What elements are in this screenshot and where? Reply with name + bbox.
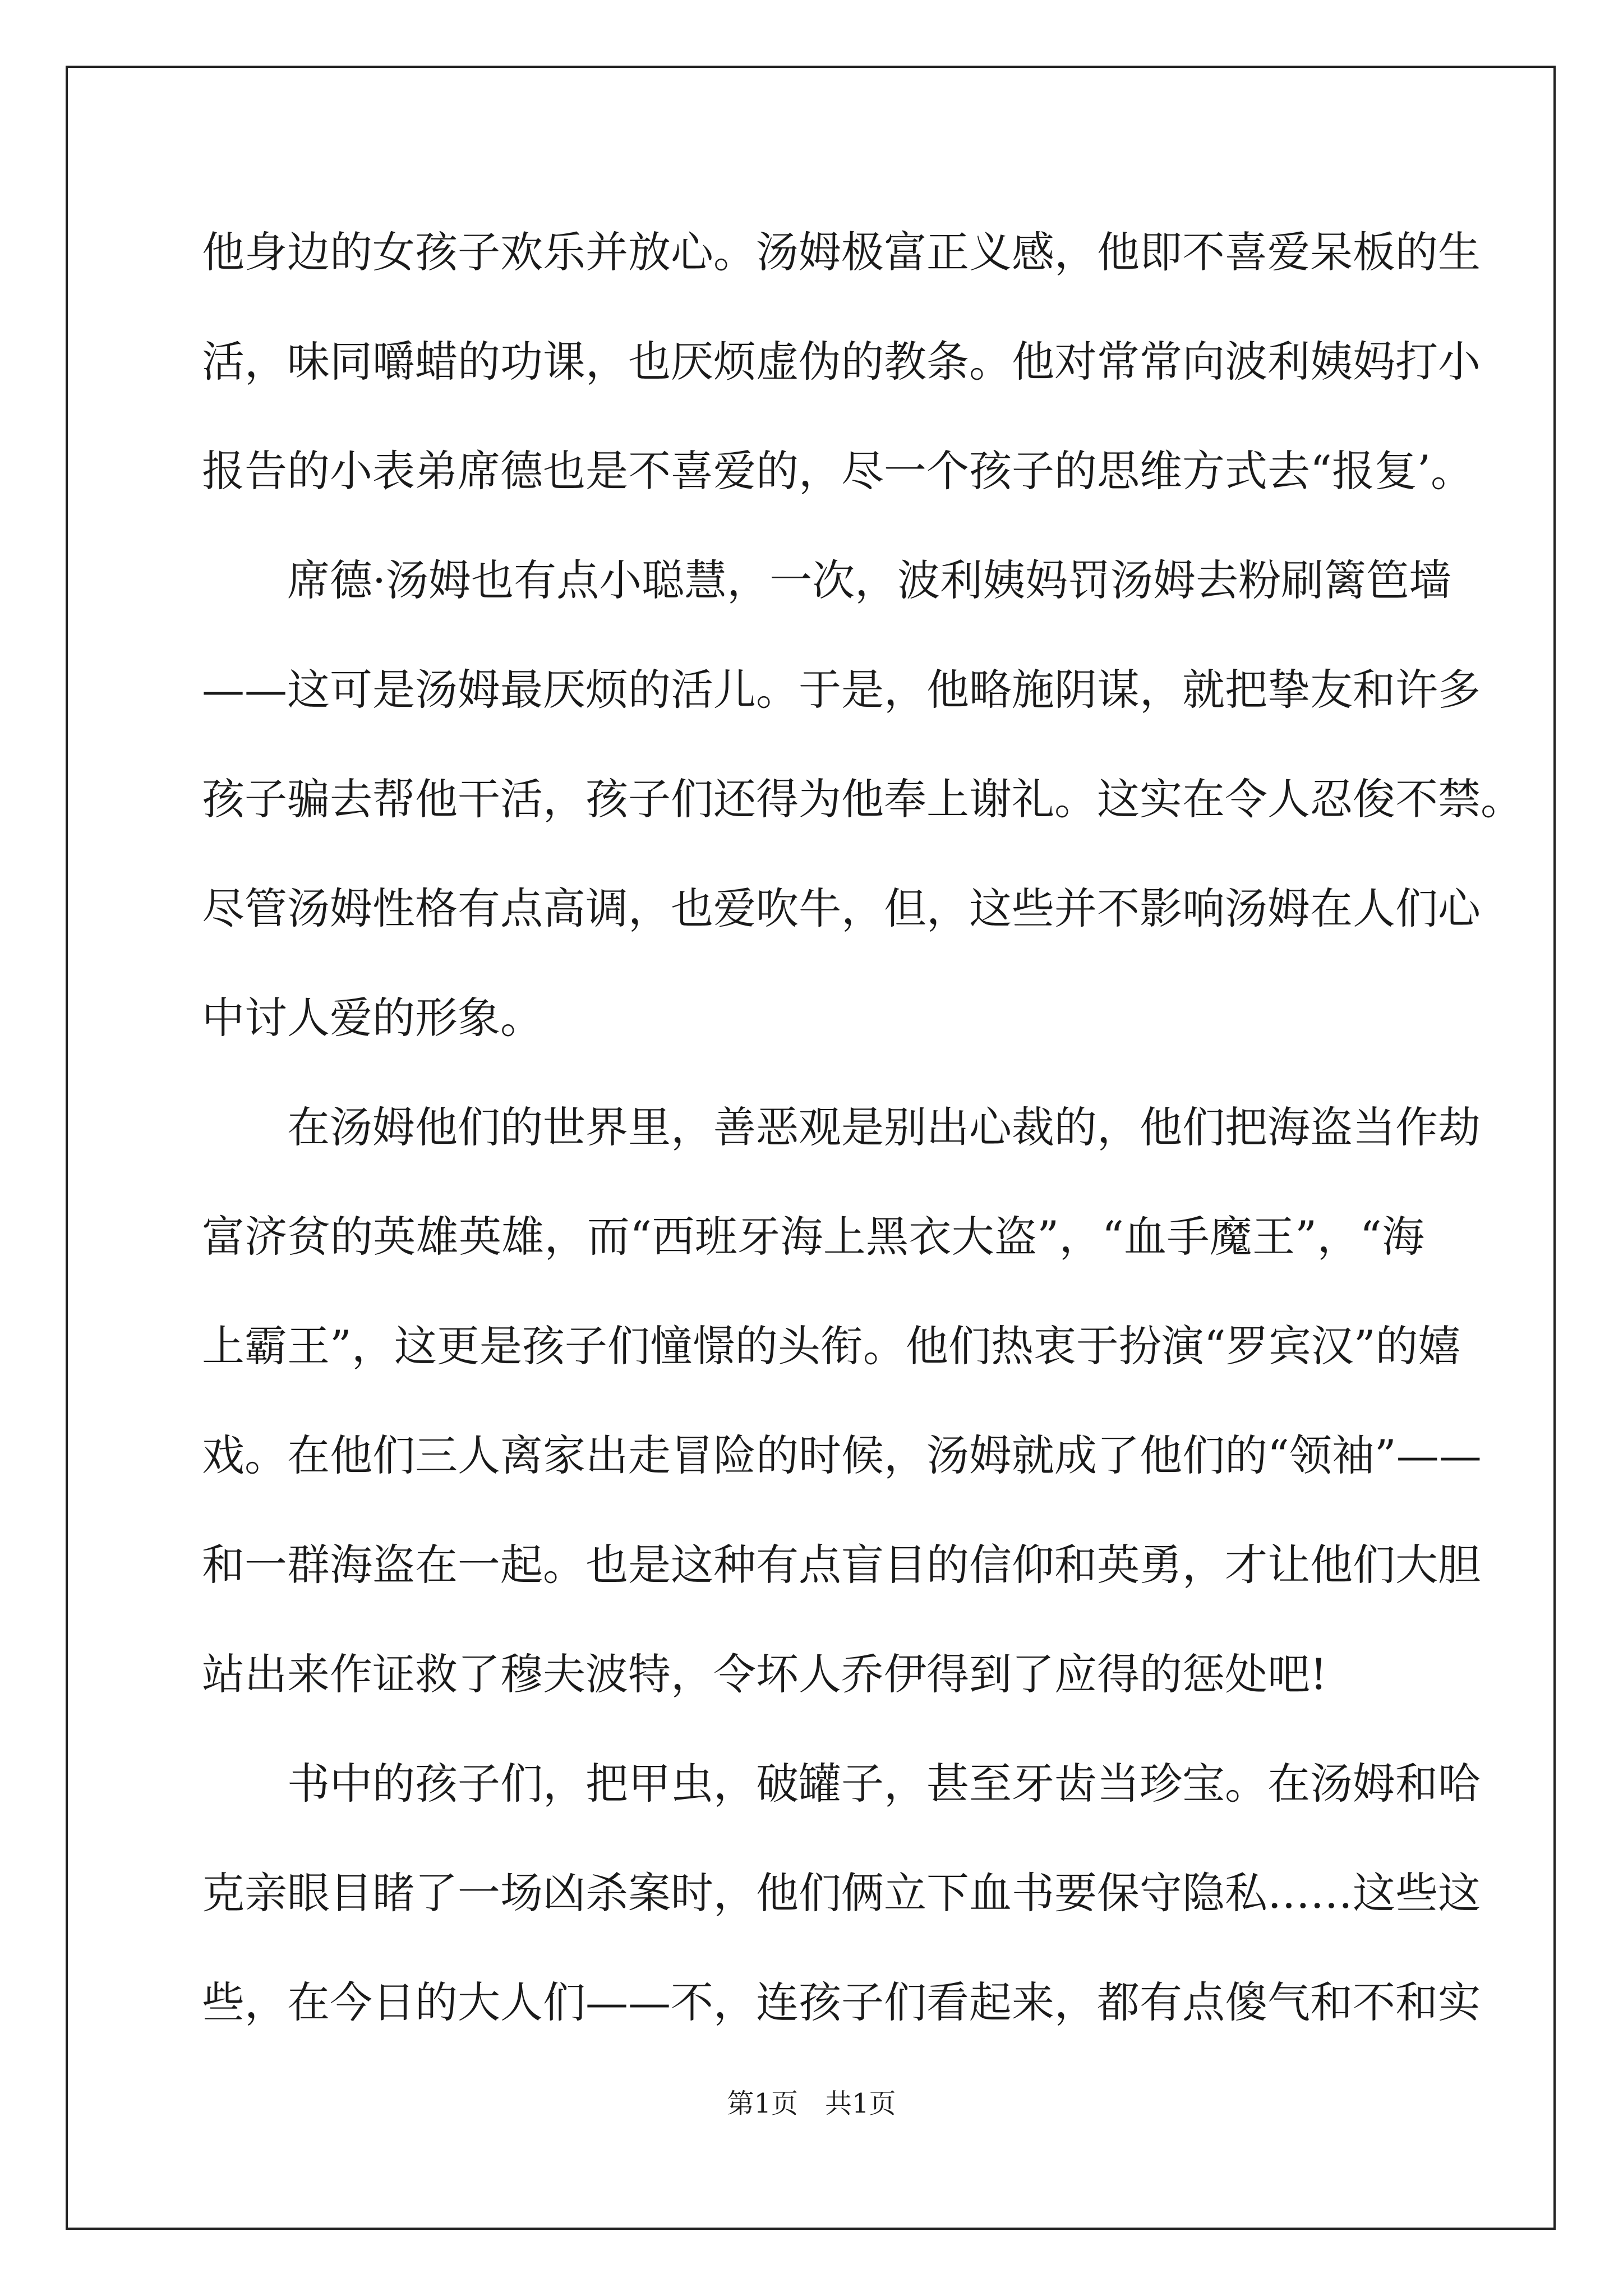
body-line-3: 报告的小表弟席德也是不喜爱的，尽一个孩子的思维方式去“报复’。 (202, 446, 1474, 496)
page-footer (0, 2087, 1623, 2120)
body-line-12: 戏。在他们三人离家出走冒险的时候，汤姆就成了他们的“领袖”—— (202, 1430, 1482, 1480)
body-line-1: 他身边的女孩子欢乐并放心。汤姆极富正义感，他即不喜爱呆板的生 (202, 227, 1481, 277)
body-line-7: 尽管汤姆性格有点高调，也爱吹牛，但，这些并不影响汤姆在人们心 (202, 884, 1481, 933)
body-line-14: 站出来作证救了穆夫波特，令坏人乔伊得到了应得的惩处吧! (202, 1649, 1327, 1699)
body-line-4: 席德·汤姆也有点小聪慧，一次，波利姨妈罚汤姆去粉刷篱笆墙 (202, 555, 1452, 605)
body-line-5: ——这可是汤姆最厌烦的活儿。于是，他略施阴谋，就把挚友和许多 (202, 665, 1481, 715)
body-line-13: 和一群海盗在一起。也是这种有点盲目的信仰和英勇，才让他们大胆 (202, 1540, 1481, 1590)
body-line-16: 克亲眼目睹了一场凶杀案时，他们俩立下血书要保守隐私……这些这 (202, 1868, 1481, 1918)
body-line-11: 上霸王”，这更是孩子们憧憬的头衔。他们热衷于扮演“罗宾汉”的嬉 (202, 1321, 1461, 1371)
page-number: 第1页 (727, 2088, 798, 2119)
body-line-6: 孩子骗去帮他干活，孩子们还得为他奉上谢礼。这实在令人忍俊不禁。 (202, 774, 1523, 824)
body-line-10: 富济贫的英雄英雄，而“西班牙海上黑衣大盗”，“血手魔王”，“海 (202, 1212, 1424, 1262)
body-line-17: 些，在今日的大人们——不，连孩子们看起来，都有点傻气和不和实 (202, 1977, 1481, 2027)
body-line-15: 书中的孩子们，把甲虫，破罐子，甚至牙齿当珍宝。在汤姆和哈 (202, 1759, 1481, 1809)
body-line-2: 活，味同嚼蜡的功课，也厌烦虚伪的教条。他对常常向波利姨妈打小 (202, 337, 1481, 386)
body-line-8: 中讨人爱的形象。 (202, 993, 543, 1043)
body-line-9: 在汤姆他们的世界里，善恶观是别出心裁的，他们把海盗当作劫 (202, 1102, 1481, 1152)
page-total: 共1页 (825, 2088, 896, 2119)
